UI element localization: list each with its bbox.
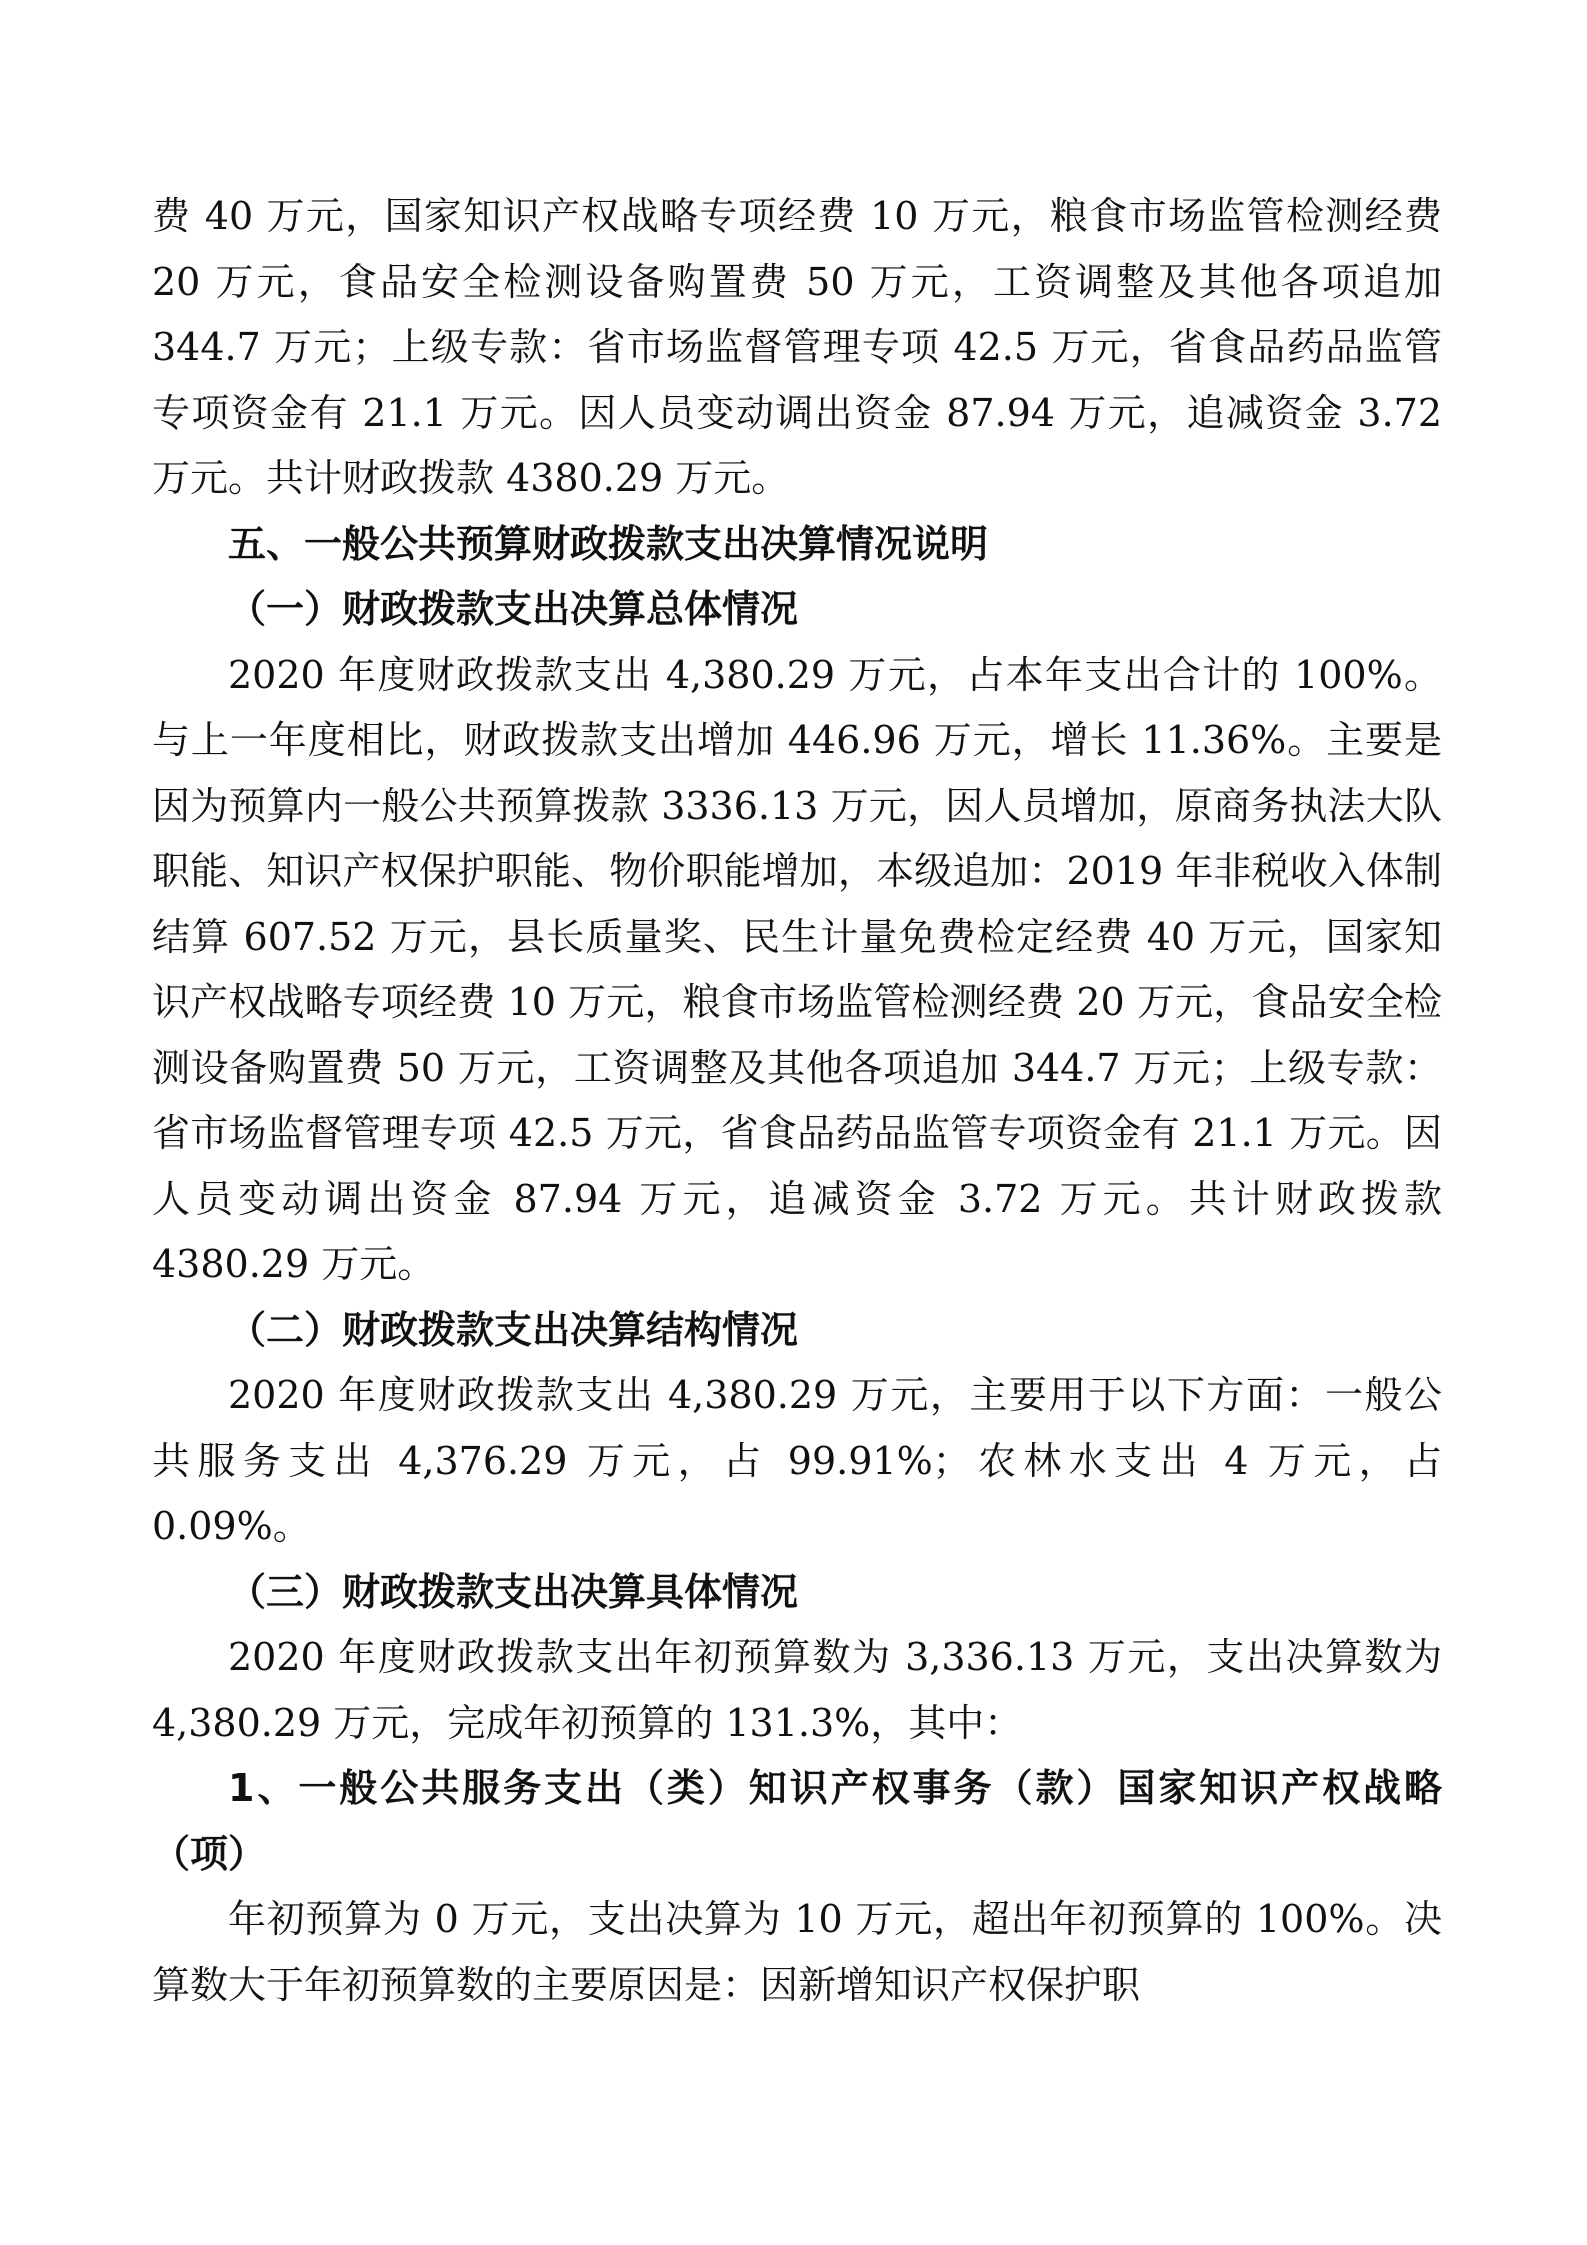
continued-paragraph: 费 40 万元，国家知识产权战略专项经费 10 万元，粮食市场监管检测经费 20 万元，食品安全检测设备购置费 50 万元，工资调整及其他各项追加 344.7 万元；上级专款：省市场监督管理专项 42.5 万元，省食品药品监管专项资金有 21.1 万元。因人员变动调出资金 87.94 万元，追减资金 3.72 万元。共计财政拨款 4380.29 万元。	[152, 194, 1442, 500]
subsection-heading-1: （一）财政拨款支出决算总体情况	[228, 587, 799, 631]
subsection-paragraph-1: 2020 年度财政拨款支出 4,380.29 万元，占本年支出合计的 100%。与上一年度相比，财政拨款支出增加 446.96 万元，增长 11.36%。主要是因为预算内一般公共预算拨款 3336.13 万元，因人员增加，原商务执法大队职能、知识产权保护职能、物价职能增加，本级追加：2019 年非税收入体制结算 607.52 万元，县长质量奖、民生计量免费检定经费 40 万元，国家知识产权战略专项经费 10 万元，粮食市场监管检测经费 20 万元，食品安全检测设备购置费 50 万元，工资调整及其他各项追加 344.7 万元；上级专款：省市场监督管理专项 42.5 万元，省食品药品监管专项资金有 21.1 万元。因人员变动调出资金 87.94 万元，追减资金 3.72 万元。共计财政拨款 4380.29 万元。	[152, 652, 1442, 1286]
subsection-heading-3: （三）财政拨款支出决算具体情况	[228, 1569, 799, 1614]
subsection-paragraph-2: 2020 年度财政拨款支出 4,380.29 万元，主要用于以下方面：一般公共服务支出 4,376.29 万元，占 99.91%；农林水支出 4 万元，占 0.09%。	[152, 1373, 1442, 1548]
subsection-heading-2: （二）财政拨款支出决算结构情况	[228, 1307, 799, 1352]
subsection-paragraph-3: 2020 年度财政拨款支出年初预算数为 3,336.13 万元，支出决算数为 4,380.29 万元，完成年初预算的 131.3%，其中：	[152, 1635, 1442, 1745]
item-paragraph-1: 年初预算为 0 万元，支出决算为 10 万元，超出年初预算的 100%。决算数大于年初预算数的主要原因是：因新增知识产权保护职	[152, 1897, 1442, 2007]
document-body	[152, 184, 1442, 2018]
item-heading-1: 1、一般公共服务支出（类）知识产权事务（款）国家知识产权战略（项）	[152, 1766, 1442, 1876]
section-heading-5: 五、一般公共预算财政拨款支出决算情况说明	[228, 521, 989, 566]
